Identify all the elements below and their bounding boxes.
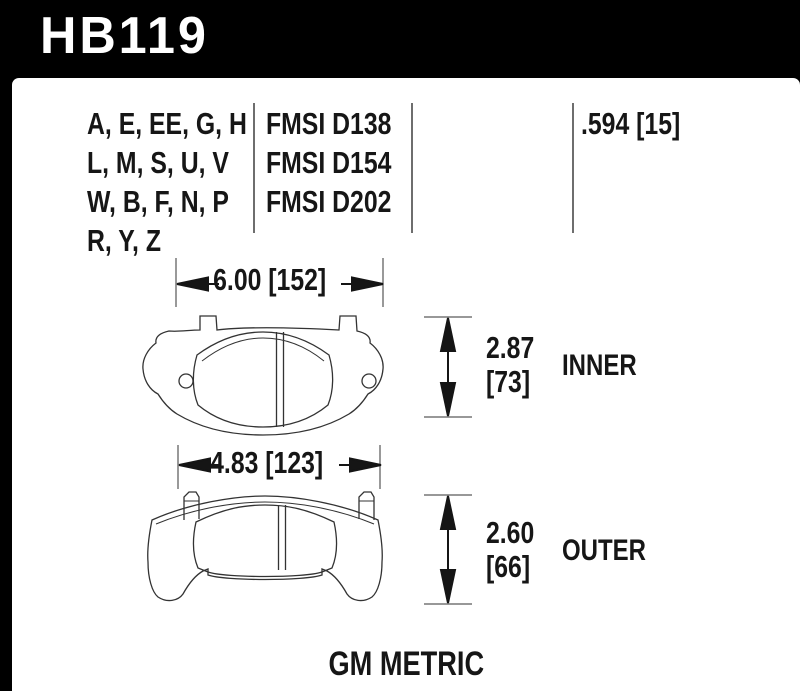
inner-width-dimension-label: 6.00 [152] [213,262,327,297]
pad-thickness: .594 [15] [581,106,681,141]
outer-width-dimension-label: 4.83 [123] [210,445,324,480]
fmsi-list [266,104,423,221]
fmsi-line: FMSI D202 [266,184,392,219]
outer-height-dimension-label: 2.60 [66] [486,515,535,584]
platform-label: GM METRIC [328,645,484,683]
inner-height-dimension-label: 2.87 [73] [486,330,535,399]
fmsi-line: FMSI D138 [266,106,392,141]
outer-pad-label: OUTER [562,534,646,567]
compound-line: L, M, S, U, V [87,145,229,180]
compounds-list [87,104,287,260]
inner-pad-label: INNER [562,349,637,382]
compound-line: R, Y, Z [87,223,161,258]
fmsi-line: FMSI D154 [266,145,392,180]
compound-line: A, E, EE, G, H [87,106,247,141]
column-divider [572,103,574,233]
part-number-text: HB119 [40,7,209,65]
part-number [40,7,214,65]
compound-line: W, B, F, N, P [87,184,229,219]
